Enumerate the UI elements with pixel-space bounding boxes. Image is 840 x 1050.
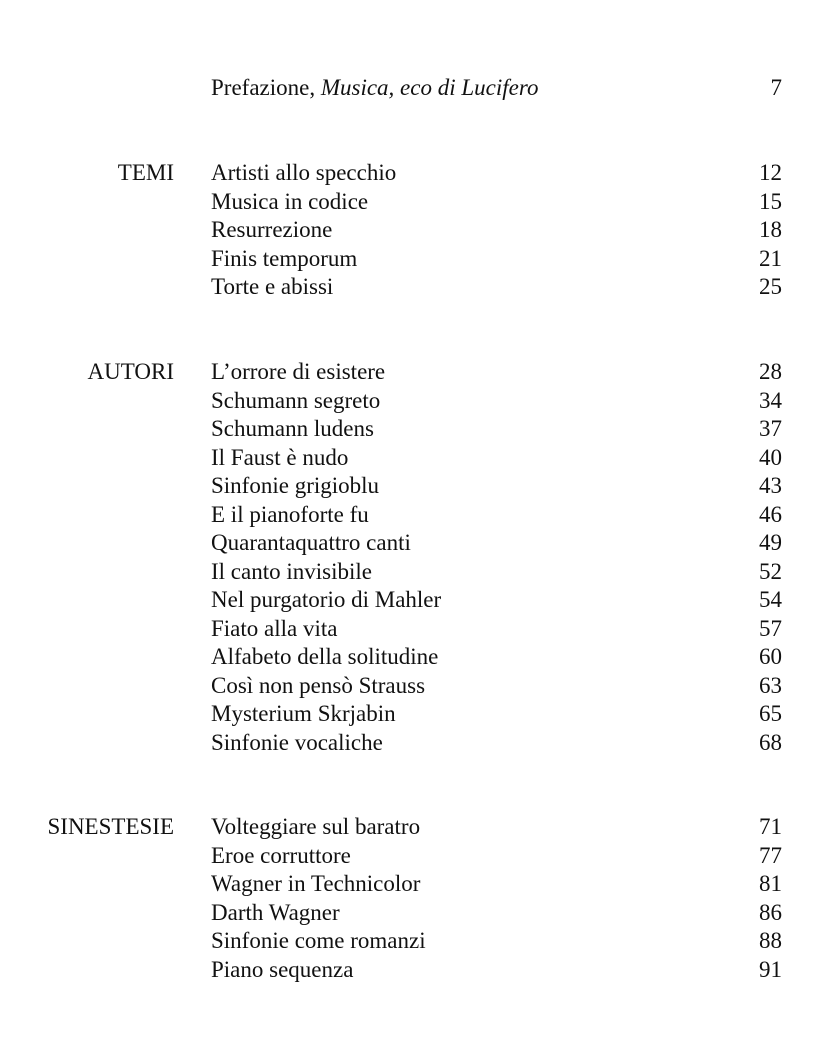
entry-title: Darth Wagner [211, 899, 340, 925]
entry-title: Artisti allo specchio [211, 160, 397, 185]
toc-entry [211, 729, 782, 758]
entry-page-number: 54 [759, 587, 782, 612]
toc-entry [211, 444, 782, 473]
entry-page-number: 25 [759, 274, 782, 299]
toc-entry [211, 586, 782, 615]
entry-page-number: 21 [759, 245, 782, 271]
entry-title: L’orrore di esistere [211, 359, 386, 384]
entry-list [211, 813, 782, 984]
entry-page-number: 88 [759, 928, 782, 953]
toc-entry [211, 956, 782, 985]
entry-title: Torte e abissi [211, 274, 334, 299]
entry-page-number: 46 [759, 501, 782, 527]
toc-entry [211, 273, 782, 302]
entry-title: Nel purgatorio di Mahler [211, 587, 442, 612]
section-label: TEMI [117, 160, 174, 185]
toc-entry [211, 501, 782, 530]
toc-entry [211, 870, 782, 899]
entry-list [211, 159, 782, 302]
toc-entry [211, 927, 782, 956]
entry-title: Finis temporum [211, 245, 358, 271]
entry-page-number: 81 [759, 871, 782, 896]
entry-title: Il Faust è nudo [211, 444, 349, 470]
entry-page-number: 65 [759, 701, 782, 726]
entry-title: Fiato alla vita [211, 615, 338, 641]
toc-entry [211, 529, 782, 558]
entry-title: Sinfonie grigioblu [211, 473, 380, 498]
toc-entry [211, 615, 782, 644]
preface-italic-title: Musica, eco di Lucifero [320, 75, 539, 100]
preface-label: Prefazione, [211, 75, 316, 100]
entry-title: Eroe corruttore [211, 842, 351, 868]
entry-title: Sinfonie vocaliche [211, 729, 383, 755]
entry-page-number: 68 [759, 729, 782, 755]
toc-entry [211, 472, 782, 501]
entry-title: Mysterium Skrjabin [211, 701, 396, 726]
entry-title: Sinfonie come romanzi [211, 928, 426, 953]
entry-page-number: 77 [759, 842, 782, 868]
entry-title: Resurrezione [211, 217, 333, 242]
entry-page-number: 12 [759, 160, 782, 185]
toc-entry [211, 245, 782, 274]
entry-title: Alfabeto della solitudine [211, 644, 439, 669]
toc-entry [211, 672, 782, 701]
entry-page-number: 37 [759, 416, 782, 441]
preface-entry [211, 73, 782, 103]
entry-title: Wagner in Technicolor [211, 871, 421, 896]
toc-entry [211, 813, 782, 842]
entry-page-number: 91 [759, 956, 782, 982]
entry-title: E il pianoforte fu [211, 501, 369, 527]
section-label: AUTORI [87, 359, 174, 384]
toc-entry [211, 188, 782, 217]
entry-title: Piano sequenza [211, 956, 354, 982]
entry-page-number: 57 [759, 615, 782, 641]
entry-page-number: 49 [759, 530, 782, 555]
entry-title: Il canto invisibile [211, 558, 372, 584]
toc-entry [211, 899, 782, 928]
toc-entry [211, 159, 782, 188]
entry-title: Volteggiare sul baratro [211, 814, 421, 839]
toc-entry [211, 387, 782, 416]
preface-page-number: 7 [770, 75, 782, 100]
entry-page-number: 34 [759, 387, 782, 413]
entry-list [211, 358, 782, 757]
entry-page-number: 28 [759, 359, 782, 384]
toc-entry [211, 700, 782, 729]
toc-entry [211, 358, 782, 387]
entry-page-number: 86 [759, 899, 782, 925]
entry-page-number: 60 [759, 644, 782, 669]
toc-entry [211, 558, 782, 587]
entry-page-number: 15 [759, 188, 782, 214]
toc-entry [211, 415, 782, 444]
entry-page-number: 18 [759, 217, 782, 242]
entry-page-number: 71 [759, 814, 782, 839]
entry-title: Quarantaquattro canti [211, 530, 411, 555]
entry-page-number: 63 [759, 672, 782, 698]
entry-page-number: 43 [759, 473, 782, 498]
toc-entry [211, 643, 782, 672]
toc-entry [211, 216, 782, 245]
entry-title: Musica in codice [211, 188, 369, 214]
section-label: SINESTESIE [47, 814, 174, 839]
entry-title: Schumann ludens [211, 416, 374, 441]
entry-page-number: 52 [759, 558, 782, 584]
toc-entry [211, 842, 782, 871]
entry-title: Schumann segreto [211, 387, 381, 413]
entry-page-number: 40 [759, 444, 782, 470]
entry-title: Così non pensò Strauss [211, 672, 426, 698]
